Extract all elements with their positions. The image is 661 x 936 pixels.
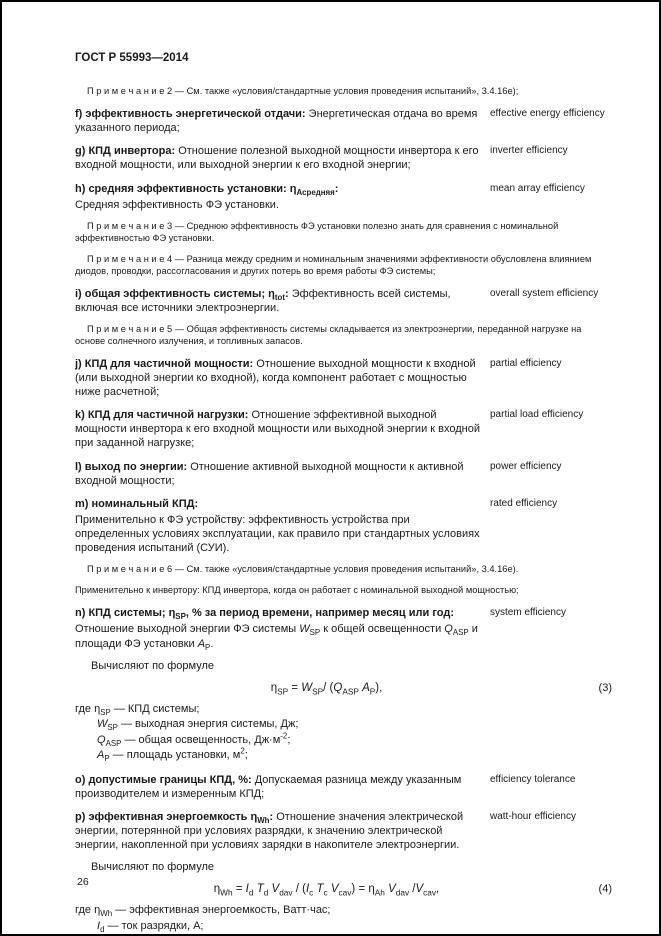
where-3-line-1: где $\eta_{SP}$ — КПД системы;: [75, 702, 200, 717]
definition-text-m: m) номинальный КПД:: [75, 497, 199, 510]
formula-4-row: [75, 883, 612, 898]
definition-text-p: p) эффективная энергоемкость $\eta_{Wh}$: Отношение значения электрической энергии, потерянной при условиях разрядки, к значению электрической энергии, накопленной при условиях зарядки в накопителе электроэнергии.: [75, 811, 464, 852]
definition-text2-m: Применительно к ФЭ устройству: эффективность устройства при определенных условиях эксплуатации, как правило при стандартных условиях проведения испытаний (СУИ).: [75, 513, 480, 554]
definition-item-i: [75, 287, 612, 315]
where-3-line-3: $Q_{ASP}$ — общая освещенность, $Дж\cdot м^{-2}$;: [97, 731, 291, 748]
definition-block-n: [75, 606, 480, 650]
formula-3-row: [75, 682, 612, 694]
formula-3-expression: $\eta_{SP} = W_{SP}/$ ($Q_{ASP}$ $A_P$),: [270, 681, 383, 696]
calc-label-1: Вычисляют по формуле: [91, 659, 214, 672]
english-term-n: system efficiency: [490, 607, 566, 619]
where-3-line-4: $A_Р$ — площадь установки, $м^2$;: [97, 746, 248, 764]
note-2: П р и м е ч а н и е 2 — См. также «условия/стандартные условия проведения испытаний», 3.4.16е);: [87, 86, 519, 96]
where-4-line-2: $I_d$ — ток разрядки, А;: [97, 920, 204, 935]
note-4: П р и м е ч а н и е 4 — Разница между средним и номинальным значениями эффективности обусловлена влиянием диодов, проводки, рассогласования и других потерь во время работы ФЭ системы;: [75, 253, 592, 276]
english-term-p: watt-hour efficiency: [490, 811, 576, 823]
english-term-m: rated efficiency: [490, 497, 558, 509]
definition-text-g: g) КПД инвертора: Отношение полезной выходной мощности инвертора к его входной мощности, или выходной энергии к его входной энергии;: [75, 145, 479, 172]
definition-item-o: [75, 773, 612, 801]
definition-item-j: [75, 357, 612, 399]
definition-text-o: o) допустимые границы КПД, %: Допускаемая разница между указанным производителем и измеренным КПД;: [75, 774, 462, 801]
definition-text2-h: Средняя эффективность ФЭ установки.: [75, 198, 279, 211]
english-term-f: effective energy efficiency: [490, 108, 605, 120]
english-term-o: efficiency tolerance: [490, 774, 576, 786]
english-term-h: mean array efficiency: [490, 182, 585, 194]
definition-text2-n: Отношение выходной энергии ФЭ системы $W_{SP}$ к общей освещенности $Q_{ASP}$ и площади ФЭ установки $A_P$.: [75, 623, 478, 652]
definition-text-h: h) средняя эффективность установки: $\eta_{Асредняя}$:: [75, 182, 339, 197]
definition-text-j: j) КПД для частичной мощности: Отношение выходной мощности к входной (или выходной энергии ко входной), когда компонент работает с мощностью ниже расчетной;: [75, 358, 476, 399]
definition-item-f: [75, 107, 612, 135]
definition-text-k: k) КПД для частичной нагрузки: Отношение эффективной выходной мощности инвертора к его входной мощности или выходной энергии к входной при заданной нагрузке;: [75, 409, 480, 450]
definition-item-n: [75, 606, 612, 650]
definition-text-f: f) эффективность энергетической отдачи: Энергетическая отдача во время указанного периода;: [75, 108, 478, 135]
note-5: П р и м е ч а н и е 5 — Общая эффективность системы складывается из электроэнергии, переданной нагрузке на основе солнечного излучения, и топливных запасов.: [75, 323, 582, 346]
definition-text-l: l) выход по энергии: Отношение активной выходной мощности к активной входной мощности;: [75, 460, 464, 487]
where-list-4: [75, 903, 612, 934]
english-term-k: partial load efficiency: [490, 409, 584, 421]
definition-item-m: [75, 497, 612, 555]
where-3-line-2: $W_{SP}$ — выходная энергия системы, Дж;: [97, 718, 299, 733]
english-term-g: inverter efficiency: [490, 145, 568, 157]
definition-item-p: [75, 810, 612, 852]
definition-item-h: [75, 182, 612, 212]
definition-text-i: i) общая эффективность системы; $\eta_{tot}$: Эффективность всей системы, включая все источники электроэнергии.: [75, 287, 451, 314]
definition-item-k: [75, 408, 612, 450]
calc-label-2: Вычисляют по формуле: [91, 861, 214, 874]
english-term-i: overall system efficiency: [490, 287, 599, 299]
definition-item-g: [75, 144, 612, 172]
definition-item-l: [75, 460, 612, 488]
formula-4-number: (4): [598, 883, 612, 896]
note-6: П р и м е ч а н и е 6 — См. также «условия/стандартные условия проведения испытаний», 3.4.16е).: [87, 563, 519, 574]
definition-block-h: [75, 182, 480, 212]
page-content: [75, 52, 612, 935]
english-term-j: partial efficiency: [490, 358, 562, 370]
page-number: 26: [77, 876, 89, 888]
where-list-3: [75, 702, 612, 764]
standard-number-header: ГОСТ Р 55993—2014: [75, 52, 189, 64]
where-4-line-1: где $\eta_{Wh}$ — эффективная энергоемкость, Ватт·час;: [75, 904, 331, 919]
note-6-continuation: Применительно к инвертору: КПД инвертора, когда он работает с номинальной выходной мощностью;: [75, 585, 519, 596]
formula-4-expression: $\eta_{Wh} = I_d$ $T_d$ $V_{dav} / (I_c$ $T_c$ $V_{cav}) = \eta_{Ah}$ $V_{dav}$ $/V_{cav}$,: [213, 883, 440, 898]
definition-block-m: [75, 497, 480, 555]
english-term-l: power efficiency: [490, 460, 562, 472]
note-3: П р и м е ч а н и е 3 — Среднюю эффективность ФЭ установки полезно знать для сравнения с номинальной эффективностью ФЭ установки.: [75, 220, 559, 243]
formula-3-number: (3): [598, 681, 612, 694]
definition-text-n: n) КПД системы; $\eta_{SP}$, % за период времени, например месяц или год:: [75, 607, 454, 622]
